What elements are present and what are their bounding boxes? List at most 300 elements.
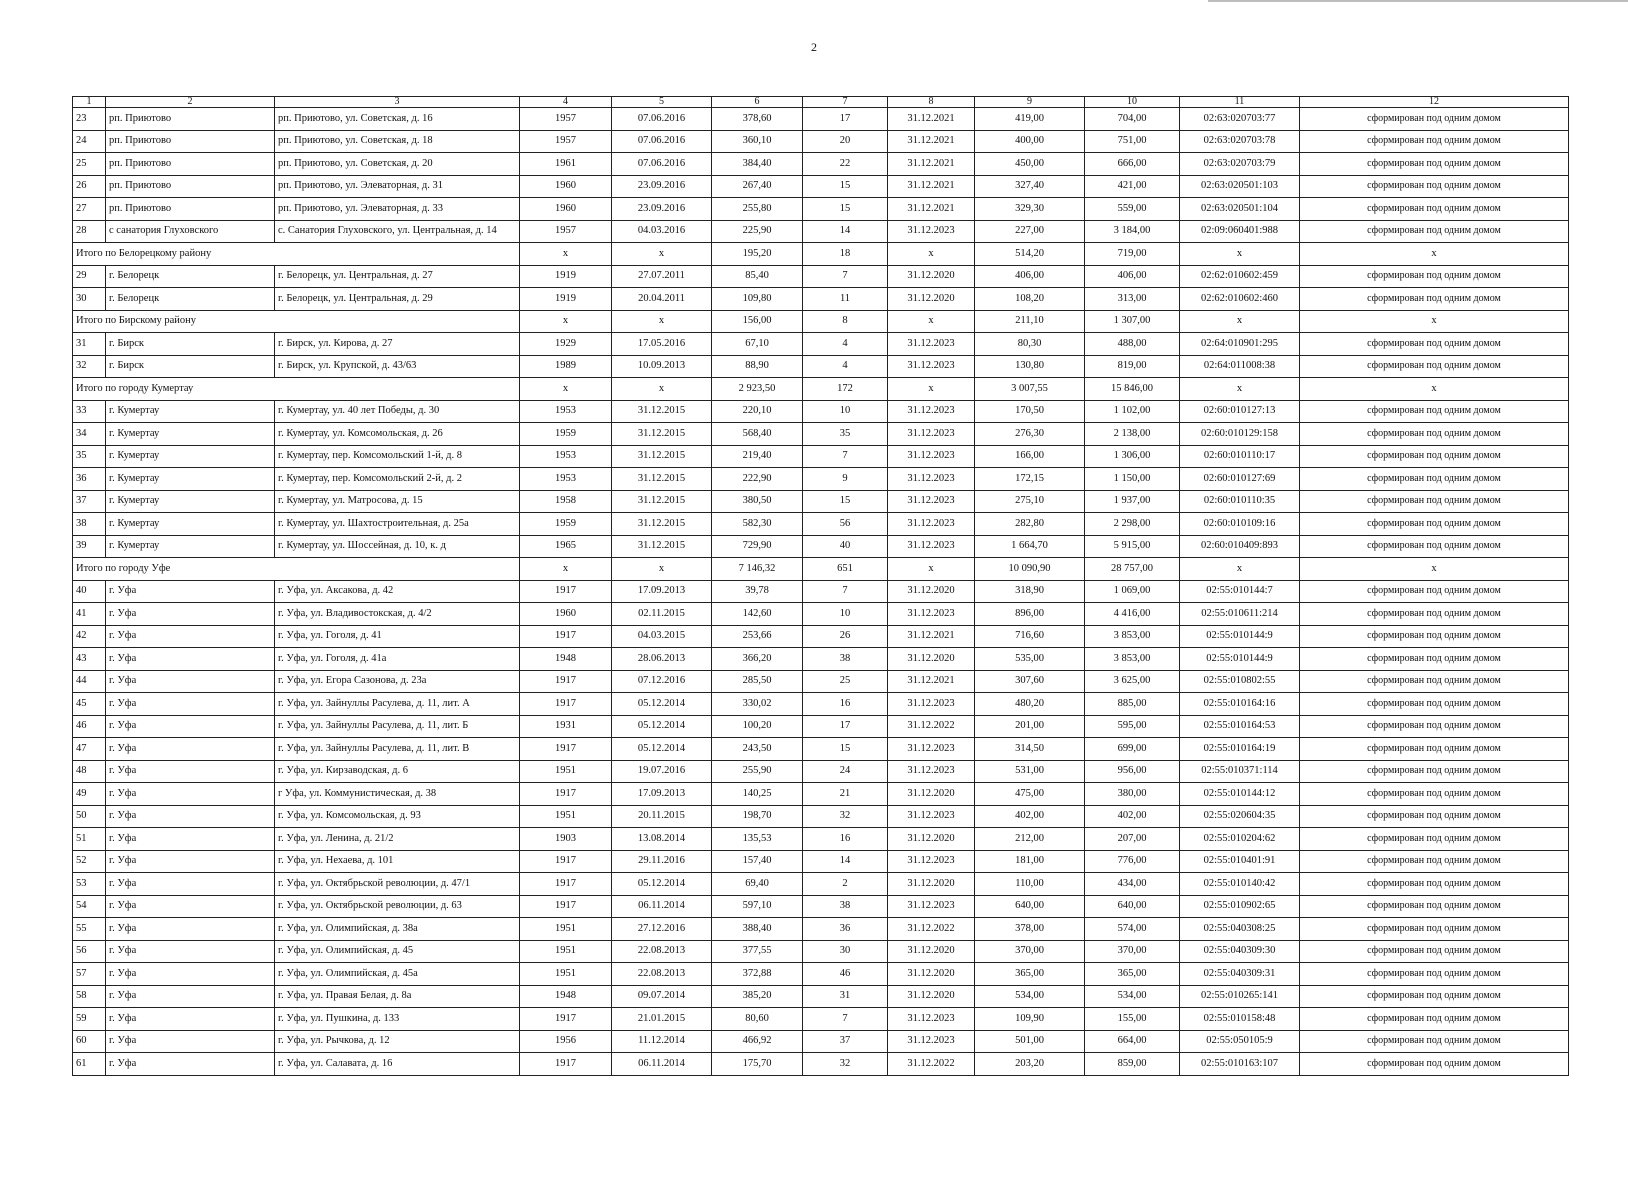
table-cell: 09.07.2014 bbox=[612, 985, 712, 1008]
table-cell: 02:55:010204:62 bbox=[1180, 828, 1300, 851]
table-cell: 1957 bbox=[520, 108, 612, 131]
subtotal-label: Итого по городу Уфе bbox=[73, 558, 520, 581]
table-cell: 17.09.2013 bbox=[612, 580, 712, 603]
table-cell: 1929 bbox=[520, 333, 612, 356]
table-cell: 243,50 bbox=[712, 738, 803, 761]
table-cell: 313,00 bbox=[1085, 288, 1180, 311]
table-cell: сформирован под одним домом bbox=[1300, 648, 1569, 671]
table-cell: г. Уфа, ул. Октябрьской революции, д. 63 bbox=[275, 895, 520, 918]
table-cell: 377,55 bbox=[712, 940, 803, 963]
table-cell: 02:63:020501:103 bbox=[1180, 175, 1300, 198]
table-cell: г. Бирск bbox=[106, 333, 275, 356]
table-row bbox=[73, 468, 1569, 491]
table-cell: сформирован под одним домом bbox=[1300, 400, 1569, 423]
column-header: 11 bbox=[1180, 97, 1300, 108]
table-cell: 5 915,00 bbox=[1085, 535, 1180, 558]
table-cell: 35 bbox=[73, 445, 106, 468]
table-cell: 664,00 bbox=[1085, 1030, 1180, 1053]
table-cell: 100,20 bbox=[712, 715, 803, 738]
table-cell: 15 bbox=[803, 490, 888, 513]
table-cell: 1953 bbox=[520, 445, 612, 468]
table-row bbox=[73, 535, 1569, 558]
table-row bbox=[73, 670, 1569, 693]
table-cell: 31.12.2023 bbox=[888, 468, 975, 491]
table-cell: г. Уфа bbox=[106, 648, 275, 671]
table-cell: сформирован под одним домом bbox=[1300, 895, 1569, 918]
table-row bbox=[73, 423, 1569, 446]
table-cell: 02:55:020604:35 bbox=[1180, 805, 1300, 828]
table-cell: 1917 bbox=[520, 873, 612, 896]
table-cell: 29 bbox=[73, 265, 106, 288]
table-cell: 225,90 bbox=[712, 220, 803, 243]
table-row bbox=[73, 175, 1569, 198]
table-cell: г. Кумертау, пер. Комсомольский 2-й, д. 2 bbox=[275, 468, 520, 491]
table-row bbox=[73, 985, 1569, 1008]
table-cell: 365,00 bbox=[975, 963, 1085, 986]
table-cell: 26 bbox=[73, 175, 106, 198]
table-cell: г. Уфа, ул. Кирзаводская, д. 6 bbox=[275, 760, 520, 783]
table-cell: г. Бирск bbox=[106, 355, 275, 378]
table-cell: г. Белорецк, ул. Центральная, д. 27 bbox=[275, 265, 520, 288]
table-cell: 384,40 bbox=[712, 153, 803, 176]
table-cell: 896,00 bbox=[975, 603, 1085, 626]
subtotal-cell: 156,00 bbox=[712, 310, 803, 333]
table-cell: рп. Приютово, ул. Советская, д. 16 bbox=[275, 108, 520, 131]
table-cell: 434,00 bbox=[1085, 873, 1180, 896]
table-cell: 307,60 bbox=[975, 670, 1085, 693]
table-cell: 50 bbox=[73, 805, 106, 828]
table-cell: 28.06.2013 bbox=[612, 648, 712, 671]
table-cell: 318,90 bbox=[975, 580, 1085, 603]
table-cell: 10 bbox=[803, 400, 888, 423]
subtotal-cell: x bbox=[1300, 378, 1569, 401]
table-cell: г. Белорецк, ул. Центральная, д. 29 bbox=[275, 288, 520, 311]
table-cell: сформирован под одним домом bbox=[1300, 603, 1569, 626]
table-cell: 3 625,00 bbox=[1085, 670, 1180, 693]
table-cell: 21 bbox=[803, 783, 888, 806]
table-cell: 31.12.2023 bbox=[888, 693, 975, 716]
table-cell: г. Уфа, ул. Зайнуллы Расулева, д. 11, лит. А bbox=[275, 693, 520, 716]
table-cell: 31.12.2023 bbox=[888, 220, 975, 243]
table-cell: 400,00 bbox=[975, 130, 1085, 153]
table-cell: 57 bbox=[73, 963, 106, 986]
table-cell: 475,00 bbox=[975, 783, 1085, 806]
table-cell: 751,00 bbox=[1085, 130, 1180, 153]
subtotal-cell: x bbox=[1180, 243, 1300, 266]
table-cell: г. Уфа, ул. Олимпийская, д. 45 bbox=[275, 940, 520, 963]
table-cell: 15 bbox=[803, 175, 888, 198]
table-cell: 212,00 bbox=[975, 828, 1085, 851]
table-cell: 1957 bbox=[520, 220, 612, 243]
table-cell: 02:55:010140:42 bbox=[1180, 873, 1300, 896]
table-cell: 02:64:011008:38 bbox=[1180, 355, 1300, 378]
table-cell: сформирован под одним домом bbox=[1300, 108, 1569, 131]
table-cell: 14 bbox=[803, 850, 888, 873]
table-cell: 26 bbox=[803, 625, 888, 648]
table-cell: 02:55:010371:114 bbox=[1180, 760, 1300, 783]
table-cell: рп. Приютово bbox=[106, 130, 275, 153]
table-cell: 157,40 bbox=[712, 850, 803, 873]
table-cell: 380,00 bbox=[1085, 783, 1180, 806]
table-cell: 285,50 bbox=[712, 670, 803, 693]
table-cell: 52 bbox=[73, 850, 106, 873]
table-cell: 885,00 bbox=[1085, 693, 1180, 716]
table-cell: 31.12.2023 bbox=[888, 760, 975, 783]
table-cell: 1948 bbox=[520, 985, 612, 1008]
table-cell: 640,00 bbox=[1085, 895, 1180, 918]
table-cell: 370,00 bbox=[1085, 940, 1180, 963]
table-cell: 31.12.2021 bbox=[888, 153, 975, 176]
subtotal-cell: x bbox=[520, 310, 612, 333]
table-cell: г. Бирск, ул. Кирова, д. 27 bbox=[275, 333, 520, 356]
table-cell: сформирован под одним домом bbox=[1300, 805, 1569, 828]
table-cell: г. Уфа bbox=[106, 1030, 275, 1053]
table-cell: г. Уфа bbox=[106, 828, 275, 851]
table-row bbox=[73, 130, 1569, 153]
column-header: 3 bbox=[275, 97, 520, 108]
table-cell: г. Уфа, ул. Гоголя, д. 41а bbox=[275, 648, 520, 671]
table-cell: 24 bbox=[73, 130, 106, 153]
table-cell: 20.04.2011 bbox=[612, 288, 712, 311]
table-row bbox=[73, 625, 1569, 648]
table-cell: 276,30 bbox=[975, 423, 1085, 446]
table-cell: сформирован под одним домом bbox=[1300, 468, 1569, 491]
table-cell: 419,00 bbox=[975, 108, 1085, 131]
table-cell: г. Уфа, ул. Пушкина, д. 133 bbox=[275, 1008, 520, 1031]
table-cell: 1 102,00 bbox=[1085, 400, 1180, 423]
table-cell: 20.11.2015 bbox=[612, 805, 712, 828]
table-cell: 466,92 bbox=[712, 1030, 803, 1053]
table-cell: 181,00 bbox=[975, 850, 1085, 873]
table-cell: 31.12.2020 bbox=[888, 985, 975, 1008]
table-cell: г. Уфа, ул. Егора Сазонова, д. 23а bbox=[275, 670, 520, 693]
table-cell: 1919 bbox=[520, 288, 612, 311]
table-cell: 17.09.2013 bbox=[612, 783, 712, 806]
table-row bbox=[73, 940, 1569, 963]
table-cell: 1 664,70 bbox=[975, 535, 1085, 558]
table-cell: сформирован под одним домом bbox=[1300, 783, 1569, 806]
table-row bbox=[73, 400, 1569, 423]
table-cell: 35 bbox=[803, 423, 888, 446]
table-cell: 378,60 bbox=[712, 108, 803, 131]
table-cell: 27 bbox=[73, 198, 106, 221]
table-cell: 04.03.2016 bbox=[612, 220, 712, 243]
table-cell: г. Уфа, ул. Нехаева, д. 101 bbox=[275, 850, 520, 873]
table-cell: 1965 bbox=[520, 535, 612, 558]
table-cell: 36 bbox=[73, 468, 106, 491]
subtotal-cell: 28 757,00 bbox=[1085, 558, 1180, 581]
table-cell: 02:63:020501:104 bbox=[1180, 198, 1300, 221]
table-cell: 67,10 bbox=[712, 333, 803, 356]
table-cell: г. Уфа, ул. Олимпийская, д. 45а bbox=[275, 963, 520, 986]
table-cell: 172,15 bbox=[975, 468, 1085, 491]
table-cell: с. Санатория Глуховского, ул. Центральная, д. 14 bbox=[275, 220, 520, 243]
subtotal-cell: x bbox=[612, 558, 712, 581]
table-cell: сформирован под одним домом bbox=[1300, 918, 1569, 941]
column-header: 8 bbox=[888, 97, 975, 108]
table-cell: 372,88 bbox=[712, 963, 803, 986]
table-cell: г. Уфа bbox=[106, 693, 275, 716]
table-cell: 07.06.2016 bbox=[612, 108, 712, 131]
table-cell: 15 bbox=[803, 738, 888, 761]
table-header bbox=[73, 97, 1569, 108]
table-cell: 31.12.2021 bbox=[888, 670, 975, 693]
table-cell: сформирован под одним домом bbox=[1300, 288, 1569, 311]
table-cell: 07.06.2016 bbox=[612, 130, 712, 153]
table-cell: г. Уфа bbox=[106, 1053, 275, 1076]
table-cell: сформирован под одним домом bbox=[1300, 985, 1569, 1008]
subtotal-cell: x bbox=[888, 558, 975, 581]
table-cell: 640,00 bbox=[975, 895, 1085, 918]
table-cell: 02:55:010902:65 bbox=[1180, 895, 1300, 918]
table-cell: г. Уфа, ул. Зайнуллы Расулева, д. 11, лит. В bbox=[275, 738, 520, 761]
table-cell: г. Уфа bbox=[106, 625, 275, 648]
table-cell: г. Кумертау bbox=[106, 423, 275, 446]
table-cell: г. Уфа, ул. Гоголя, д. 41 bbox=[275, 625, 520, 648]
subtotal-row bbox=[73, 243, 1569, 266]
table-cell: г. Кумертау, ул. 40 лет Победы, д. 30 bbox=[275, 400, 520, 423]
table-cell: 597,10 bbox=[712, 895, 803, 918]
table-cell: 13.08.2014 bbox=[612, 828, 712, 851]
table-cell: 46 bbox=[73, 715, 106, 738]
table-cell: 222,90 bbox=[712, 468, 803, 491]
subtotal-cell: x bbox=[1180, 378, 1300, 401]
subtotal-cell: 651 bbox=[803, 558, 888, 581]
table-cell: 02:55:010401:91 bbox=[1180, 850, 1300, 873]
subtotal-cell: 8 bbox=[803, 310, 888, 333]
table-row bbox=[73, 198, 1569, 221]
table-cell: 253,66 bbox=[712, 625, 803, 648]
table-cell: сформирован под одним домом bbox=[1300, 625, 1569, 648]
table-cell: 38 bbox=[73, 513, 106, 536]
table-cell: 02:55:010144:9 bbox=[1180, 625, 1300, 648]
subtotal-cell: 10 090,90 bbox=[975, 558, 1085, 581]
table-cell: 421,00 bbox=[1085, 175, 1180, 198]
subtotal-cell: 195,20 bbox=[712, 243, 803, 266]
table-cell: сформирован под одним домом bbox=[1300, 265, 1569, 288]
table-cell: 21.01.2015 bbox=[612, 1008, 712, 1031]
table-cell: 198,70 bbox=[712, 805, 803, 828]
table-cell: 16 bbox=[803, 828, 888, 851]
table-cell: 34 bbox=[73, 423, 106, 446]
table-cell: 109,90 bbox=[975, 1008, 1085, 1031]
column-number-row bbox=[73, 97, 1569, 108]
table-cell: 47 bbox=[73, 738, 106, 761]
table-cell: 501,00 bbox=[975, 1030, 1085, 1053]
table-cell: 582,30 bbox=[712, 513, 803, 536]
table-cell: 1959 bbox=[520, 513, 612, 536]
table-row bbox=[73, 693, 1569, 716]
table-cell: 02:09:060401:988 bbox=[1180, 220, 1300, 243]
table-cell: 37 bbox=[803, 1030, 888, 1053]
table-cell: 31.12.2023 bbox=[888, 850, 975, 873]
table-cell: 11 bbox=[803, 288, 888, 311]
table-cell: 23 bbox=[73, 108, 106, 131]
table-cell: сформирован под одним домом bbox=[1300, 760, 1569, 783]
table-cell: 31.12.2023 bbox=[888, 1008, 975, 1031]
table-cell: 776,00 bbox=[1085, 850, 1180, 873]
table-cell: 956,00 bbox=[1085, 760, 1180, 783]
table-cell: 15 bbox=[803, 198, 888, 221]
table-cell: 1951 bbox=[520, 940, 612, 963]
table-cell: сформирован под одним домом bbox=[1300, 445, 1569, 468]
table-cell: 314,50 bbox=[975, 738, 1085, 761]
table-cell: сформирован под одним домом bbox=[1300, 1053, 1569, 1076]
subtotal-cell: x bbox=[888, 310, 975, 333]
subtotal-label: Итого по городу Кумертау bbox=[73, 378, 520, 401]
subtotal-row bbox=[73, 378, 1569, 401]
table-cell: 1917 bbox=[520, 895, 612, 918]
table-cell: 219,40 bbox=[712, 445, 803, 468]
table-cell: 85,40 bbox=[712, 265, 803, 288]
table-cell: 22.08.2013 bbox=[612, 963, 712, 986]
subtotal-label: Итого по Белорецкому району bbox=[73, 243, 520, 266]
table-cell: 31.12.2015 bbox=[612, 535, 712, 558]
table-cell: 02:60:010127:13 bbox=[1180, 400, 1300, 423]
table-cell: 1917 bbox=[520, 580, 612, 603]
table-cell: 56 bbox=[73, 940, 106, 963]
table-cell: 16 bbox=[803, 693, 888, 716]
table-cell: 1989 bbox=[520, 355, 612, 378]
subtotal-cell: x bbox=[520, 243, 612, 266]
table-cell: 31.12.2021 bbox=[888, 175, 975, 198]
table-cell: г. Уфа bbox=[106, 580, 275, 603]
subtotal-row bbox=[73, 558, 1569, 581]
table-cell: 31.12.2015 bbox=[612, 400, 712, 423]
table-cell: рп. Приютово, ул. Элеваторная, д. 31 bbox=[275, 175, 520, 198]
table-cell: 31.12.2023 bbox=[888, 535, 975, 558]
table-cell: 31.12.2022 bbox=[888, 918, 975, 941]
table-cell: 54 bbox=[73, 895, 106, 918]
table-cell: 155,00 bbox=[1085, 1008, 1180, 1031]
table-cell: г. Уфа, ул. Рычкова, д. 12 bbox=[275, 1030, 520, 1053]
table-cell: 10 bbox=[803, 603, 888, 626]
table-cell: 69,40 bbox=[712, 873, 803, 896]
table-row bbox=[73, 1053, 1569, 1076]
table-cell: 04.03.2015 bbox=[612, 625, 712, 648]
table-cell: г. Уфа bbox=[106, 738, 275, 761]
table-cell: 17.05.2016 bbox=[612, 333, 712, 356]
table-cell: 48 bbox=[73, 760, 106, 783]
subtotal-cell: 211,10 bbox=[975, 310, 1085, 333]
table-cell: 1951 bbox=[520, 963, 612, 986]
table-cell: 02:62:010602:459 bbox=[1180, 265, 1300, 288]
table-cell: 25 bbox=[803, 670, 888, 693]
table-cell: 1 937,00 bbox=[1085, 490, 1180, 513]
table-cell: 255,90 bbox=[712, 760, 803, 783]
table-cell: 1917 bbox=[520, 693, 612, 716]
table-cell: 02:60:010110:35 bbox=[1180, 490, 1300, 513]
table-cell: 32 bbox=[803, 1053, 888, 1076]
table-row bbox=[73, 850, 1569, 873]
table-cell: 31.12.2021 bbox=[888, 130, 975, 153]
table-cell: 699,00 bbox=[1085, 738, 1180, 761]
table-cell: 595,00 bbox=[1085, 715, 1180, 738]
table-cell: рп. Приютово, ул. Элеваторная, д. 33 bbox=[275, 198, 520, 221]
table-cell: 488,00 bbox=[1085, 333, 1180, 356]
table-cell: 31 bbox=[73, 333, 106, 356]
table-cell: 31.12.2023 bbox=[888, 490, 975, 513]
table-cell: 366,20 bbox=[712, 648, 803, 671]
table-cell: г. Уфа, ул. Аксакова, д. 42 bbox=[275, 580, 520, 603]
table-cell: 28 bbox=[73, 220, 106, 243]
table-cell: 1917 bbox=[520, 1008, 612, 1031]
subtotal-cell: x bbox=[520, 378, 612, 401]
table-cell: 574,00 bbox=[1085, 918, 1180, 941]
table-cell: 385,20 bbox=[712, 985, 803, 1008]
table-cell: 480,20 bbox=[975, 693, 1085, 716]
table-cell: сформирован под одним домом bbox=[1300, 873, 1569, 896]
column-header: 2 bbox=[106, 97, 275, 108]
table-cell: 220,10 bbox=[712, 400, 803, 423]
table-cell: 531,00 bbox=[975, 760, 1085, 783]
table-cell: сформирован под одним домом bbox=[1300, 355, 1569, 378]
table-cell: 31.12.2020 bbox=[888, 648, 975, 671]
table-cell: 31.12.2023 bbox=[888, 895, 975, 918]
table-cell: 1948 bbox=[520, 648, 612, 671]
table-cell: 1931 bbox=[520, 715, 612, 738]
table-cell: г. Белорецк bbox=[106, 265, 275, 288]
table-cell: г. Уфа bbox=[106, 963, 275, 986]
table-cell: 39,78 bbox=[712, 580, 803, 603]
table-cell: 4 416,00 bbox=[1085, 603, 1180, 626]
table-cell: рп. Приютово bbox=[106, 175, 275, 198]
table-cell: 80,60 bbox=[712, 1008, 803, 1031]
table-cell: 53 bbox=[73, 873, 106, 896]
column-header: 10 bbox=[1085, 97, 1180, 108]
subtotal-cell: x bbox=[520, 558, 612, 581]
table-cell: 17 bbox=[803, 108, 888, 131]
table-cell: г. Уфа bbox=[106, 760, 275, 783]
table-cell: 88,90 bbox=[712, 355, 803, 378]
table-cell: 05.12.2014 bbox=[612, 715, 712, 738]
table-cell: 534,00 bbox=[1085, 985, 1180, 1008]
table-row bbox=[73, 220, 1569, 243]
column-header: 5 bbox=[612, 97, 712, 108]
subtotal-cell: 514,20 bbox=[975, 243, 1085, 266]
table-cell: 1951 bbox=[520, 918, 612, 941]
table-cell: 31.12.2015 bbox=[612, 445, 712, 468]
table-cell: 388,40 bbox=[712, 918, 803, 941]
table-cell: 109,80 bbox=[712, 288, 803, 311]
table-cell: 207,00 bbox=[1085, 828, 1180, 851]
scan-edge-line bbox=[1208, 0, 1628, 2]
table-cell: г. Кумертау bbox=[106, 490, 275, 513]
table-cell: 31.12.2020 bbox=[888, 940, 975, 963]
table-cell: г. Уфа bbox=[106, 670, 275, 693]
table-cell: 31.12.2022 bbox=[888, 715, 975, 738]
table-cell: г. Уфа, ул. Октябрьской революции, д. 47/1 bbox=[275, 873, 520, 896]
table-cell: сформирован под одним домом bbox=[1300, 513, 1569, 536]
table-cell: 1903 bbox=[520, 828, 612, 851]
subtotal-row bbox=[73, 310, 1569, 333]
table-cell: 02:55:040309:31 bbox=[1180, 963, 1300, 986]
table-cell: 142,60 bbox=[712, 603, 803, 626]
subtotal-cell: 2 923,50 bbox=[712, 378, 803, 401]
table-cell: 704,00 bbox=[1085, 108, 1180, 131]
table-cell: 24 bbox=[803, 760, 888, 783]
table-cell: 43 bbox=[73, 648, 106, 671]
table-cell: 59 bbox=[73, 1008, 106, 1031]
table-cell: 02:63:020703:79 bbox=[1180, 153, 1300, 176]
table-cell: сформирован под одним домом bbox=[1300, 220, 1569, 243]
table-cell: 05.12.2014 bbox=[612, 693, 712, 716]
table-cell: 02:64:010901:295 bbox=[1180, 333, 1300, 356]
table-cell: 31.12.2020 bbox=[888, 580, 975, 603]
table-cell: сформирован под одним домом bbox=[1300, 963, 1569, 986]
table-cell: 370,00 bbox=[975, 940, 1085, 963]
table-cell: 20 bbox=[803, 130, 888, 153]
